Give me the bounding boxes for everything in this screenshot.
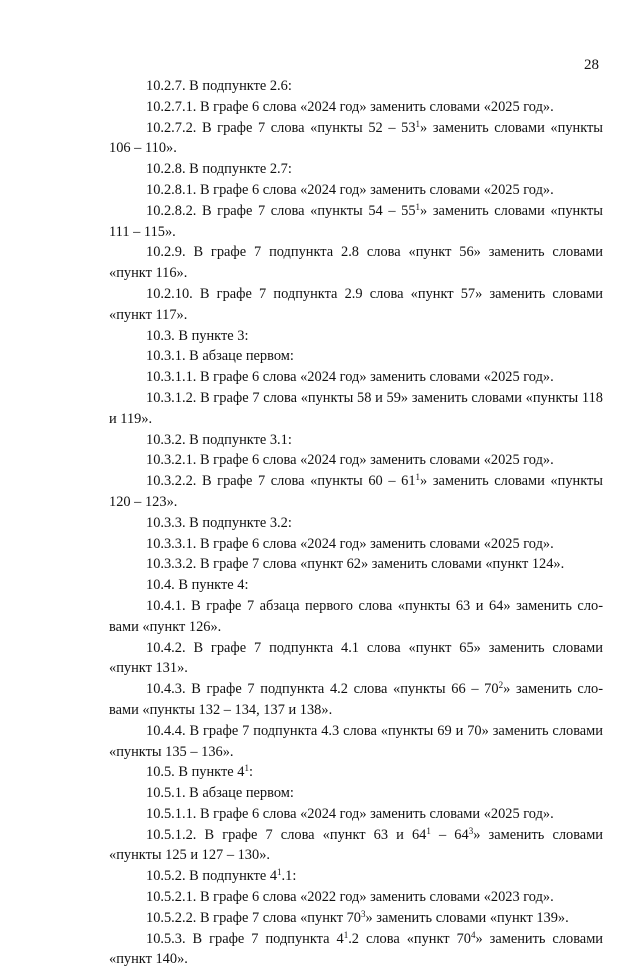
paragraph: 10.4.1. В графе 7 абзаца первого слова «пункты 63 и 64» заменить словами «пункт 126». bbox=[109, 597, 603, 635]
paragraph: 10.4. В пункте 4: bbox=[146, 577, 249, 594]
paragraph: 10.5.2.2. В графе 7 слова «пункт $70^3$» заменить словами «пункт 139». bbox=[146, 908, 569, 926]
paragraph: 10.2.9. В графе 7 подпункта 2.8 слова «пункт 56» заменить словами «пункт 116». bbox=[109, 244, 603, 282]
paragraph: 10.3.3. В подпункте 3.2: bbox=[146, 514, 292, 531]
superscript: 1 bbox=[426, 825, 431, 836]
paragraph: 10.3.1. В абзаце первом: bbox=[146, 348, 294, 365]
superscript: 4 bbox=[470, 929, 476, 940]
paragraph: 10.5.1. В абзаце первом: bbox=[146, 785, 294, 802]
paragraph: 10.2.7.1. В графе 6 слова «2024 год» заменить словами «2025 год». bbox=[146, 98, 554, 115]
superscript: 1 bbox=[415, 201, 421, 212]
paragraph: 10.4.4. В графе 7 подпункта 4.3 слова «пункты 69 и 70» заменить словами «пункты 135 – 136». bbox=[109, 722, 603, 760]
superscript: 1 bbox=[415, 118, 421, 129]
paragraph: 10.4.3. В графе 7 подпункта 4.2 слова «пункты $66 - 70^2$» заменить словами «пункты 132 – 134, 137 и 138». bbox=[109, 680, 603, 718]
paragraph: 10.2.8.1. В графе 6 слова «2024 год» заменить словами «2025 год». bbox=[146, 181, 554, 198]
paragraph: 10.2.8.2. В графе 7 слова «пункты $54 - 55^1$» заменить словами «пункты 111 – 115». bbox=[109, 201, 603, 240]
paragraph: 10.5. В пункте $4^1$: bbox=[146, 763, 253, 781]
superscript: 1 bbox=[415, 472, 421, 483]
paragraph: 10.2.7. В подпункте 2.6: bbox=[146, 78, 292, 94]
paragraph: 10.3. В пункте 3: bbox=[146, 327, 249, 344]
paragraph: 10.3.1.1. В графе 6 слова «2024 год» заменить словами «2025 год». bbox=[146, 369, 554, 386]
superscript: 3 bbox=[468, 825, 474, 836]
paragraph: 10.3.2.1. В графе 6 слова «2024 год» заменить словами «2025 год». bbox=[146, 452, 554, 469]
paragraph: 10.2.7.2. В графе 7 слова «пункты $52 - 53^1$» заменить словами «пункты 106 – 110». bbox=[109, 118, 603, 157]
paragraph: 10.3.1.2. В графе 7 слова «пункты 58 и 59» заменить словами «пункты 118 и 119». bbox=[109, 389, 603, 427]
paragraph: 10.5.3. В графе 7 подпункта $4^1.2$ слова «пункт $70^4$» заменить словами «пункт 140». bbox=[109, 929, 603, 968]
paragraph: 10.5.2.1. В графе 6 слова «2022 год» заменить словами «2023 год». bbox=[146, 889, 554, 906]
paragraph: 10.5.2. В подпункте $4^1.1$: bbox=[146, 867, 297, 885]
superscript: 1 bbox=[277, 867, 282, 878]
paragraph: 10.3.3.1. В графе 6 слова «2024 год» заменить словами «2025 год». bbox=[146, 535, 554, 552]
paragraph: 10.3.2. В подпункте 3.1: bbox=[146, 431, 292, 448]
superscript: 3 bbox=[360, 908, 366, 919]
paragraph: 10.5.1.1. В графе 6 слова «2024 год» заменить словами «2025 год». bbox=[146, 805, 554, 822]
paragraph: 10.3.2.2. В графе 7 слова «пункты $60 - 61^1$» заменить словами «пункты 120 – 123». bbox=[109, 472, 603, 510]
superscript: 1 bbox=[343, 929, 349, 940]
paragraph: 10.3.3.2. В графе 7 слова «пункт 62» заменить словами «пункт 124». bbox=[146, 556, 565, 573]
paragraph: 10.2.8. В подпункте 2.7: bbox=[146, 161, 292, 178]
superscript: 2 bbox=[498, 680, 504, 691]
page-number: 28 bbox=[584, 57, 599, 73]
paragraph: 10.2.10. В графе 7 подпункта 2.9 слова «пункт 57» заменить словами «пункт 117». bbox=[109, 285, 603, 323]
document-body bbox=[109, 76, 603, 970]
superscript: 1 bbox=[244, 763, 249, 774]
paragraph: 10.4.2. В графе 7 подпункта 4.1 слова «пункт 65» заменить словами «пункт 131». bbox=[109, 639, 603, 677]
paragraph: 10.5.1.2. В графе 7 слова «пункт 63 и $64^1 - 64^3$» заменить словами «пункты 125 и 127 – 130». bbox=[109, 825, 604, 864]
